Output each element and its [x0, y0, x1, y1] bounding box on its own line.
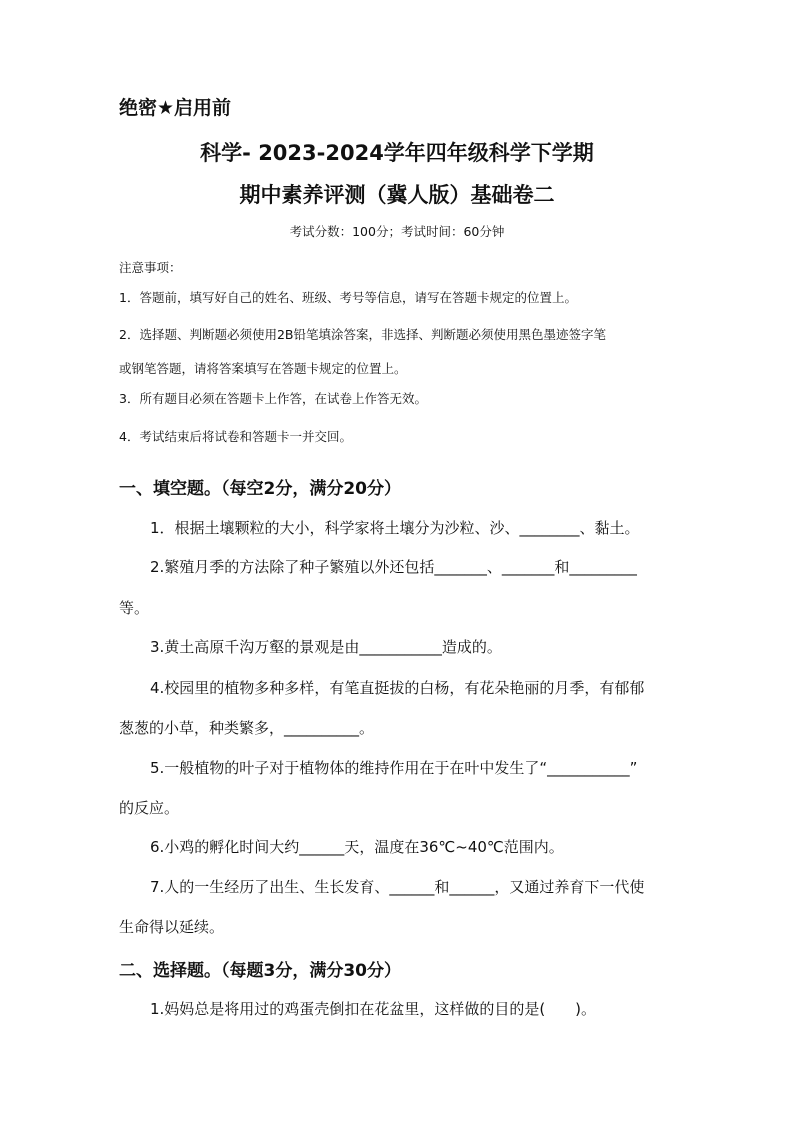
exam-title-line1: 科学- 2023-2024学年四年级科学下学期 — [200, 141, 594, 165]
fill-question-3: 3.黄土高原千沟万壑的景观是由___________造成的。 — [150, 638, 502, 656]
fill-question-5-line1: 5.一般植物的叶子对于植物体的维持作用在于在叶中发生了“___________” — [150, 759, 638, 777]
section-choice-heading: 二、选择题。（每题3分，满分30分） — [119, 961, 401, 981]
exam-title-line2: 期中素养评测（冀人版）基础卷二 — [239, 183, 555, 207]
fill-question-7-line2: 生命得以延续。 — [119, 918, 225, 936]
fill-question-7-line1: 7.人的一生经历了出生、生长发育、______和______，又通过养育下一代使 — [150, 878, 645, 896]
fill-question-4-line1: 4.校园里的植物多种多样，有笔直挺拔的白杨，有花朵艳丽的月季，有郁郁 — [150, 679, 645, 697]
note-item-1: 1．答题前，填写好自己的姓名、班级、考号等信息，请写在答题卡规定的位置上。 — [119, 290, 577, 305]
fill-question-2-line2: 等。 — [119, 599, 150, 617]
fill-question-2-line1: 2.繁殖月季的方法除了种子繁殖以外还包括_______、_______和_________ — [150, 558, 637, 576]
note-item-3: 3．所有题目必须在答题卡上作答，在试卷上作答无效。 — [119, 391, 427, 406]
confidential-label: 绝密★启用前 — [119, 97, 232, 119]
fill-question-1: 1．根据土壤颗粒的大小，科学家将土壤分为沙粒、沙、________、黏土。 — [150, 519, 640, 537]
fill-question-4-line2: 葱葱的小草，种类繁多，__________。 — [119, 719, 375, 737]
note-item-2-line2: 或钢笔答题，请将答案填写在答题卡规定的位置上。 — [119, 361, 407, 376]
section-fill-heading: 一、填空题。（每空2分，满分20分） — [119, 479, 401, 499]
note-item-2-line1: 2．选择题、判断题必须使用2B铅笔填涂答案，非选择、判断题必须使用黑色墨迹签字笔 — [119, 327, 606, 342]
fill-question-6: 6.小鸡的孵化时间大约______天，温度在36℃~40℃范围内。 — [150, 838, 564, 856]
choice-question-1: 1.妈妈总是将用过的鸡蛋壳倒扣在花盆里，这样做的目的是( )。 — [150, 1000, 597, 1018]
note-item-4: 4．考试结束后将试卷和答题卡一并交回。 — [119, 429, 352, 444]
notes-title: 注意事项： — [119, 260, 182, 275]
fill-question-5-line2: 的反应。 — [119, 799, 180, 817]
exam-info: 考试分数：100分；考试时间：60分钟 — [289, 224, 505, 239]
